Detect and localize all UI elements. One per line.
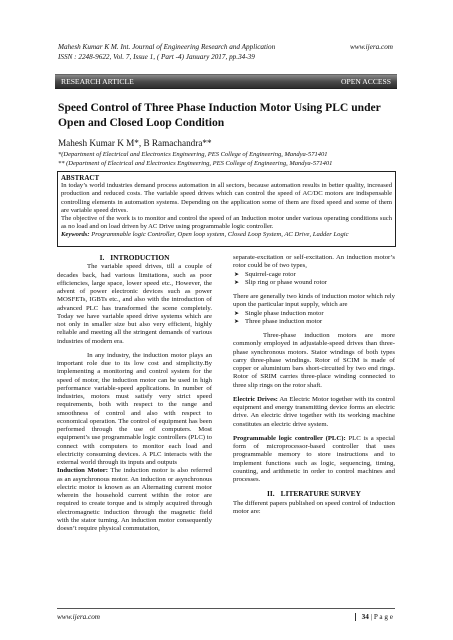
three-phase-paragraph: Three-phase induction motors are more commonly employed in adjustable-speed drives than three-phase synchronous motors. Stator windings of both types carry three-phase windings. Rotor of SCIM is made of copper or aluminium bars short-circuited by two end rings. Rotor of SRIM carries three-place winding connected to three slip rings on the rotor shaft. xyxy=(233,332,395,389)
motor-kinds-intro: There are generally two kinds of induction motor which rely upon the particular input supply, which are xyxy=(233,293,395,309)
affiliation-1: *(Department of Electrical and Electronics Engineering, PES College of Engineering, Mandya-571401 xyxy=(58,151,328,158)
plc-text: PLC is a special form of microprocessor-based controller that uses programmable memory to store instructions and to implement functions such as logic, sequencing, timing, counting, and arithmetic in order to control machines and processes. xyxy=(233,434,395,483)
page-word: P a g e xyxy=(373,613,393,621)
arrow-bullet-icon: ➤ xyxy=(234,310,240,317)
electric-drives-text: An Electric Motor together with its control equipment and energy transmitting device forms an electric drive. An electric drive together with its working machine constitutes an electric drive system. xyxy=(233,395,395,428)
section-title: INTRODUCTION xyxy=(110,254,170,262)
section-number: I. xyxy=(99,254,105,262)
electric-drives-label: Electric Drives: xyxy=(233,395,278,403)
list-item: ➤ Three phase induction motor xyxy=(234,317,323,325)
rotor-types-intro: separate-excitation or self-excitation. An induction motor’s rotor could be of two types, xyxy=(233,254,395,270)
intro-paragraph-2: In any industry, the induction motor plays an important role due to its low cost and simplicity.By implementing a monitoring and control system for the speed of motor, the induction motor can be used in high performance variable-speed applications. In number of industries, motors must satisfy very strict speed requirements, both with respect to the range and smoothness of control and also with respect to economical operation. The control of equipment has been performed through the use of computers. Most equipment’s use programmable logic controllers (PLC) to connect with computers to monitor each load and electricity consuming devices. A PLC interacts with the external world through its inputs and outputs xyxy=(57,351,212,466)
footer-url[interactable]: www.ijera.com xyxy=(57,613,100,621)
plc-paragraph xyxy=(233,435,395,485)
section-heading-literature-survey xyxy=(233,490,395,498)
arrow-bullet-icon: ➤ xyxy=(234,279,240,286)
journal-citation: Mahesh Kumar K M. Int. Journal of Engineering Research and Application xyxy=(58,43,276,51)
author-list: Mahesh Kumar K M*, B Ramachandra** xyxy=(58,138,212,148)
keywords-line xyxy=(61,231,392,239)
affiliations xyxy=(58,151,398,168)
section-number: II. xyxy=(267,489,275,499)
page-footer xyxy=(57,611,395,624)
list-item: ➤ Single phase induction motor xyxy=(234,309,324,317)
literature-intro: The different papers published on speed control of induction motor are: xyxy=(233,499,395,515)
arrow-bullet-icon: ➤ xyxy=(234,271,240,278)
abstract-paragraph-1: In today’s world industries demand process automation in all sectors, because automation results in better quality, increased production and reduced costs. The variable speed drives which can control the speed of AC/DC motors are indispensable controlling elements in automation systems. Depending on the application some of them are fixed speed and some of them are variable speed drives. xyxy=(61,182,392,214)
abstract-paragraph-2: The objective of the work is to monitor and control the speed of an Induction motor under various operating conditions such as no load and on load driven by AC Drive using programmable logic controller. xyxy=(61,215,392,231)
paper-title: Speed Control of Three Phase Induction Motor Using PLC under Open and Closed Loop Condition xyxy=(58,101,381,129)
abstract-heading: ABSTRACT xyxy=(61,174,100,182)
induction-motor-label: Induction Motor: xyxy=(57,467,108,475)
page-number: 34 | P a g e xyxy=(355,613,393,621)
list-item: ➤ Slip ring or phase wound rotor xyxy=(234,278,327,286)
plc-label: Programmable logic controller (PLC): xyxy=(233,434,346,442)
list-item: ➤ Squirrel-cage rotor xyxy=(234,270,296,278)
right-column xyxy=(233,254,395,590)
electric-drives-paragraph xyxy=(233,396,395,429)
rotor-types-list xyxy=(233,271,395,288)
intro-paragraph-1: The variable speed drives, till a couple of decades back, had various limitations, such as poor efficiencies, large space, lower speed etc., However, the advent of power electronic devices such as power MOSFETs, IGBTs etc., and also with the introduction of advanced PLC has transformed the scene completely. Today we have variable speed drive systems which are not only in smaller size but also very efficient, highly reliable and meeting all the stringent demands of various industries of modern era. xyxy=(57,263,212,345)
left-column xyxy=(57,254,212,590)
open-access-label: OPEN ACCESS xyxy=(340,77,391,86)
affiliation-2: ** (Department of Electrical and Electronics Engineering, PES College of Engineering, Mandya-571401 xyxy=(58,159,333,167)
arrow-bullet-icon: ➤ xyxy=(234,318,240,325)
motor-kinds-list xyxy=(233,310,395,327)
induction-motor-paragraph xyxy=(57,467,212,533)
abstract-box xyxy=(57,171,396,247)
page-number-value: 34 xyxy=(361,613,369,621)
keywords-text: Programmable logic Controller, Open loop system, Closed Loop System, AC Drive, Ladder Logic xyxy=(91,231,349,239)
section-heading-introduction xyxy=(57,254,212,262)
footer-rule xyxy=(57,608,395,609)
journal-url[interactable]: www.ijera.com xyxy=(350,43,393,51)
issn-line: ISSN : 2248-9622, Vol. 7, Issue 1, ( Part -4) January 2017, pp.34-39 xyxy=(58,53,255,61)
section-title: LITERATURE SURVEY xyxy=(280,489,361,499)
research-article-label: RESEARCH ARTICLE xyxy=(61,77,134,86)
keywords-label: Keywords: xyxy=(61,231,90,239)
induction-motor-text: The induction motor is also referred as an asynchronous motor. An induction or asynchronous electric motor is known as an Alternating current motor wherein the household current within the rotor are required to create torque and is simply acquired through electromagnetic induction through the magnetic field with the stator turning. An induction motor consequently doesn’t require physical commutation, xyxy=(57,467,212,532)
article-type-banner xyxy=(55,74,397,89)
journal-header xyxy=(58,42,393,62)
